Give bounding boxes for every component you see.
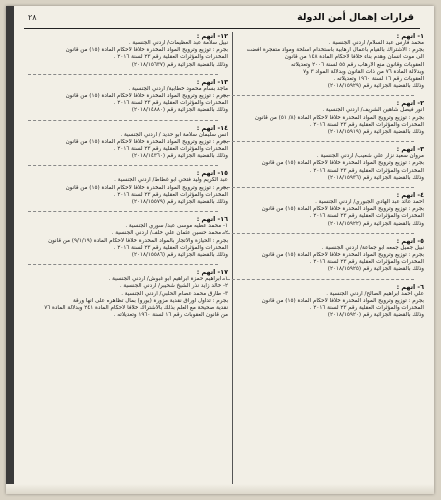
entry-text-line: ماجد بسام محمود خطابية/ اردني الجنسية .	[128, 85, 228, 92]
entry-text-line: العقوبات وقانون منع الارهاب رقم ٥٥ لسنة ٢٠٠٦ وتعديلاته	[291, 61, 424, 68]
entry-text-line: بجرم : توزيع وترويج المواد المخدرة خلافاً لاحكام المادة (١٥) من قانون	[261, 160, 424, 167]
entry-separator	[222, 279, 414, 280]
entry-text-line: علي احمد ابراهيم الصالح/ أردني الجنسية .	[326, 290, 424, 297]
decision-entry	[212, 237, 424, 274]
entry-text-line: ٢- محمد حسين عثمان علي خلف/ اردني الجنسية .	[111, 230, 228, 237]
entry-text-line: وذلك بالقضية الجزائية رقم (٢٠١٨/١٥٥٨٦)	[131, 252, 228, 259]
entry-text-line: نبيل جميل جمعه ابو جماعة/ أردني الجنسية .	[321, 244, 424, 251]
decision-entry	[212, 283, 424, 320]
decision-entry	[212, 99, 424, 136]
entry-text-line: نقدية صحيحة مع العلم بذلك بالاشتراك خلافاً لاحكام المادة ٢٤١ وبدلالة المادة ٧٦	[44, 305, 228, 312]
newspaper-page	[6, 6, 434, 494]
entry-text-line: انور فيصل شاهين الشريف/ أردني الجنسية .	[322, 107, 424, 114]
page-shadow-edge	[6, 6, 14, 494]
entry-heading: ١٥- اتهم :	[196, 169, 228, 178]
entry-text-line: وبدلالة المادة ٧٦ من ذات القانون وبدلالة المواد ٣ و٧	[303, 68, 424, 75]
entry-separator	[222, 95, 414, 96]
entry-heading: ٦- اتهم :	[396, 282, 424, 291]
entry-text-line: من قانون العقوبات رقم ١٦ لسنة ١٩٦٠ وتعديلاته .	[113, 312, 228, 319]
right-column	[212, 32, 424, 488]
page-header	[24, 12, 420, 29]
entry-text-line: انس سليمان سلامة ابو حديد / اردني الجنسية .	[120, 131, 228, 138]
entry-text-line: بجرم : توزيع وترويج المواد المخدرة خلافاً لاحكام المادة (١٥) من قانون	[65, 138, 228, 145]
entry-text-line: وذلك بالقضية الجزائية رقم (٢٠١٨/١٥٥٧٩)	[131, 199, 228, 206]
entry-separator	[28, 120, 218, 121]
entry-separator	[28, 74, 218, 75]
entry-text-line: المخدرات والمؤثرات العقلية رقم ٢٣ لسنة ٢٠١٦ .	[309, 259, 424, 266]
entry-text-line: ٣- طارق محمد عصام الحلبي/ اردني الجنسية .	[121, 290, 228, 297]
decision-entry	[212, 32, 424, 90]
entry-text-line: وذلك بالقضية الجزائية رقم (٢٠١٨/١٥٩٣٦)	[327, 174, 424, 181]
entry-separator	[28, 264, 218, 265]
entry-text-line: المخدرات والمؤثرات العقلية رقم ٢٣ لسنة ٢٠١٦ .	[113, 54, 228, 61]
entry-text-line: بجرم : توزيع وترويج المواد المخدرة خلافاً لاحكام المادة (١٥) من قانون	[65, 47, 228, 54]
entry-text-line: وذلك بالقضية الجزائية رقم (٢٠١٨/١٥٩٢٠)	[327, 312, 424, 319]
entry-text-line: عبد الكريم وليد فتحي ابو غطاط/ اردني الجنسية .	[114, 177, 228, 184]
entry-text-line: بجرم : توزيع وترويج المواد المخدرة خلافاً لاحكام المادة (١٥) من قانون	[261, 297, 424, 304]
entry-separator	[28, 165, 218, 166]
entry-text-line: وذلك بالقضية الجزائية رقم (٢٠١٨/١٥٩٢٥)	[327, 266, 424, 273]
entry-text-line: ٢- خالد زايد نذر الشيخ شحيبر/ اردني الجنسية .	[119, 283, 228, 290]
decision-entry	[212, 191, 424, 228]
entry-text-line: بجرم : توزيع وترويج المواد المخدرة خلافاً لاحكام المادة (١٥) من قانون	[65, 184, 228, 191]
decision-entry	[18, 78, 228, 115]
entry-text-line: بجرم : الاشتراك بالقيام بأعمال ارهابية باستخدام اسلحة ومواد متفجرة افضت	[246, 47, 424, 54]
decision-entry	[18, 124, 228, 161]
entry-text-line: المخدرات والمؤثرات العقلية رقم ٢٣ لسنة ٢٠١٦ .	[309, 305, 424, 312]
entry-text-line: الى موت انسان وهدم بناء خلافاً لأحكام المادة ١٤٨ من قانون	[284, 54, 424, 61]
entry-text-line: احمد عائد عبد الهادي الجبوري/ أردني الجنسية .	[315, 199, 424, 206]
entry-text-line: بجرم : توزيع وترويج المواد المخدرة خلافاً لاحكام المادة (١٥) من قانون	[65, 93, 228, 100]
decision-entry	[18, 169, 228, 206]
entry-text-line: بجرم : تداول اوراق نقدية مزورة (يورو) بمال تظاهره على انها ورقة	[72, 297, 228, 304]
left-column	[18, 32, 228, 488]
entry-text-line: ١- محمد عطيه موسى عبد/ سوري الجنسية .	[125, 223, 228, 230]
page-number: ٢٨	[28, 13, 37, 22]
entry-heading: ١- اتهم :	[396, 32, 424, 40]
decision-entry	[18, 32, 228, 69]
entry-heading: ٤- اتهم :	[396, 191, 424, 200]
decision-entry	[18, 268, 228, 319]
entry-text-line: وذلك بالقضية الجزائية رقم (٢٠١٨/١٥٦٣٧)	[131, 61, 228, 68]
decision-entry	[212, 145, 424, 182]
entry-text-line: ١- ابراهيم حمزة ابراهيم ابو غبوش/ اردني الجنسية .	[108, 276, 228, 283]
entry-text-line: نبيل سلامة عبد العظيمات/ اردني الجنسية .	[128, 40, 228, 46]
entry-text-line: المخدرات والمؤثرات العقلية رقم ٢٣ لسنة ٢٠١٦ .	[309, 213, 424, 220]
entry-text-line: بجرم : الحيازة والاتجار بالمواد المخدرة خلافاً لاحكام المادة (٩/١/١٩) من قانون	[48, 237, 228, 244]
entry-text-line: المخدرات والمؤثرات العقلية رقم ٢٣ لسنة ٢٠١٦ .	[309, 167, 424, 174]
entry-text-line: وذلك بالقضية الجزائية رقم (٢٠١٨/١٥٩٢٩)	[327, 83, 424, 90]
entry-separator	[222, 141, 414, 142]
entry-heading: ١٣- اتهم :	[196, 77, 228, 86]
entry-text-line: وذلك بالقضية الجزائية رقم (٢٠١٨/١٥٩١٩)	[327, 129, 424, 136]
entry-text-line: بجرم : توزيع وترويج المواد المخدرة خلافاً لاحكام المادة (١٥) من قانون	[261, 206, 424, 213]
entry-text-line: بجرم : توزيع وترويج المواد المخدرة خلافاً لاحكام المادة (١٥) من قانون	[261, 252, 424, 259]
entry-text-line: مروان سعيد نزار علي شعيب/ أردني الجنسية .	[316, 153, 424, 160]
entry-text-line: المخدرات والمؤثرات العقلية رقم ٢٣ لسنة ٢٠١٦ .	[309, 121, 424, 128]
entry-text-line: المخدرات والمؤثرات العقلية رقم ٢٣ لسنة ٢٠١٦ .	[113, 146, 228, 153]
entry-text-line: المخدرات والمؤثرات العقلية رقم ٢٣ لسنة ٢٠١٦ .	[113, 191, 228, 198]
entry-text-line: المخدرات والمؤثرات العقلية رقم ٢٣ لسنة ٢٠١٦ .	[113, 244, 228, 251]
page-bottom-fold	[6, 484, 434, 494]
entry-heading: ٥- اتهم :	[396, 236, 424, 245]
entry-heading: ١٤- اتهم :	[196, 123, 228, 132]
entry-text-line: وذلك بالقضية الجزائية رقم (٢٠١٨/١٤٨٨٠)	[131, 107, 228, 114]
entry-heading: ١٢- اتهم :	[196, 32, 228, 40]
entry-text-line: العقوبات رقم ١٦ لسنة ١٩٦٠ وتعديلاته .	[333, 76, 424, 83]
entry-separator	[28, 211, 218, 212]
entry-separator	[222, 187, 414, 188]
entry-heading: ٣- اتهم :	[396, 145, 424, 154]
page-title: قرارات إهمال أمن الدولة	[297, 12, 414, 23]
entry-text-line: وذلك بالقضية الجزائية رقم (٢٠١٨/١٥٩٢٢)	[327, 220, 424, 227]
entry-heading: ٢- اتهم :	[396, 99, 424, 108]
entry-separator	[222, 233, 414, 234]
entry-text-line: المخدرات والمؤثرات العقلية رقم ٢٣ لسنة ٢٠١٦ .	[113, 100, 228, 107]
entry-text-line: محمد فارس عبد السلام/ أردني الجنسية .	[328, 40, 424, 46]
entry-text-line: وذلك بالقضية الجزائية رقم (٢٠١٨/١٤٣٦٠)	[131, 153, 228, 160]
entry-heading: ١٧- اتهم :	[196, 268, 228, 277]
decision-entry	[18, 215, 228, 259]
entry-heading: ١٦- اتهم :	[196, 215, 228, 224]
entry-text-line: بجرم : توزيع وترويج المواد المخدرة خلافاً لاحكام المادة (٨/ ٥١) من قانون	[254, 114, 424, 121]
